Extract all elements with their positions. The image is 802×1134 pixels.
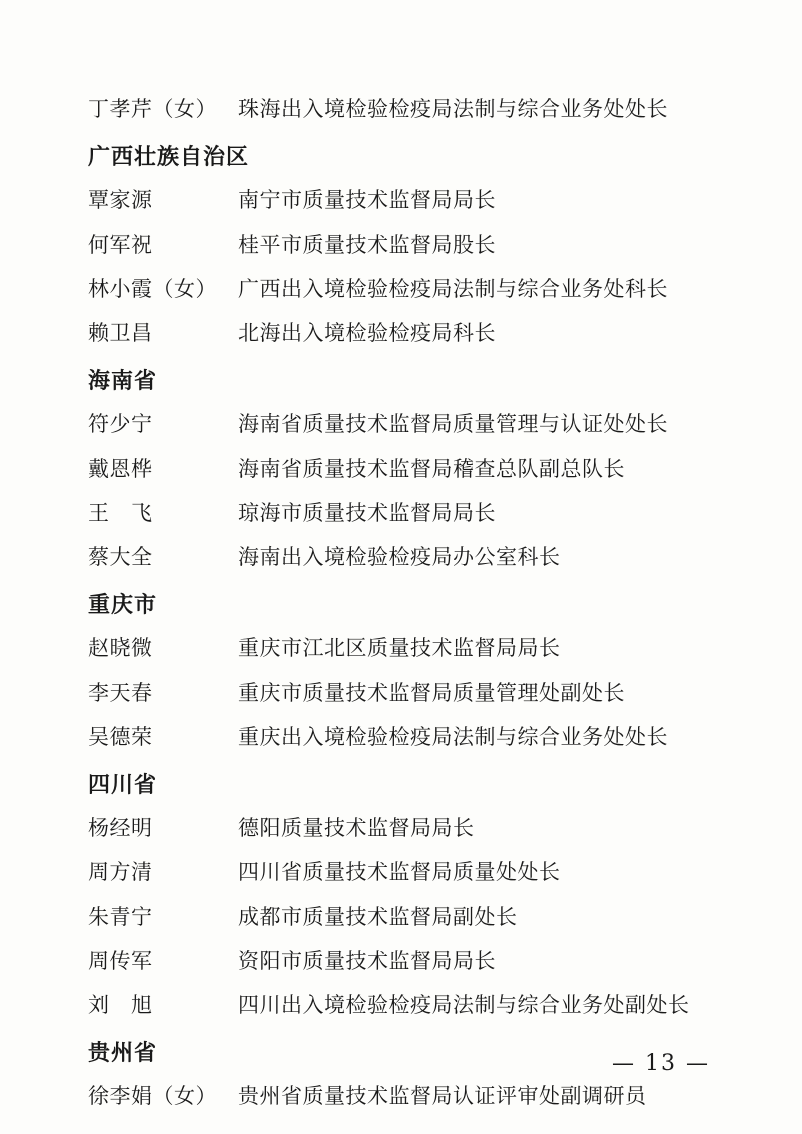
person-name: 朱青宁: [88, 904, 153, 929]
person-title: 桂平市质量技术监督局股长: [238, 232, 496, 257]
person-title: 重庆出入境检验检疫局法制与综合业务处处长: [238, 724, 668, 749]
document-body: [88, 96, 708, 1128]
roster-entry: [88, 724, 708, 750]
person-title: 重庆市质量技术监督局质量管理处副处长: [238, 680, 625, 705]
person-title: 北海出入境检验检疫局科长: [238, 321, 496, 345]
person-name: 刘 旭: [88, 993, 153, 1017]
roster-entry: [88, 1083, 708, 1109]
roster-entry: [88, 320, 708, 346]
roster-entry: [88, 992, 708, 1018]
person-name: 何军祝: [88, 232, 153, 257]
person-name: 符少宁: [88, 412, 153, 437]
person-name: 李天春: [88, 680, 153, 705]
region-heading: 重庆市: [88, 592, 158, 619]
person-name: 丁孝芹（女）: [88, 97, 217, 121]
person-name: 杨经明: [88, 816, 153, 840]
person-name: 赖卫昌: [88, 321, 153, 345]
person-name: 王 飞: [88, 500, 153, 525]
region-heading: 海南省: [88, 368, 158, 395]
region-heading: 贵州省: [88, 1040, 158, 1067]
roster-entry: [88, 500, 708, 526]
person-title: 琼海市质量技术监督局局长: [238, 500, 496, 525]
page-number: — 13 —: [612, 1051, 710, 1076]
region-heading: 四川省: [88, 772, 158, 798]
roster-entry: [88, 187, 708, 213]
person-title: 资阳市质量技术监督局局长: [238, 948, 496, 973]
person-name: 徐李娟（女）: [88, 1084, 217, 1109]
person-name: 吴德荣: [88, 724, 153, 749]
roster-entry: [88, 456, 708, 482]
person-title: 海南省质量技术监督局稽查总队副总队长: [238, 456, 625, 481]
person-title: 海南出入境检验检疫局办公室科长: [238, 545, 561, 569]
roster-entry: [88, 232, 708, 258]
roster-entry: [88, 276, 708, 302]
person-title: 成都市质量技术监督局副处长: [238, 904, 518, 929]
roster-entry: [88, 948, 708, 974]
roster-entry: [88, 680, 708, 706]
roster-entry: [88, 904, 708, 930]
roster-entry: [88, 96, 708, 122]
person-name: 周方清: [88, 860, 153, 885]
person-title: 南宁市质量技术监督局局长: [238, 188, 496, 213]
person-title: 重庆市江北区质量技术监督局局长: [238, 636, 561, 661]
region-heading: 广西壮族自治区: [88, 144, 250, 171]
roster-entry: [88, 411, 708, 437]
person-title: 广西出入境检验检疫局法制与综合业务处科长: [238, 276, 668, 301]
person-title: 珠海出入境检验检疫局法制与综合业务处处长: [238, 97, 668, 121]
person-name: 蔡大全: [88, 545, 153, 569]
person-name: 赵晓微: [88, 636, 153, 661]
roster-entry: [88, 859, 708, 885]
person-title: 四川出入境检验检疫局法制与综合业务处副处长: [238, 993, 690, 1017]
roster-entry: [88, 815, 708, 841]
roster-entry: [88, 544, 708, 570]
person-name: 覃家源: [88, 188, 153, 213]
person-name: 林小霞（女）: [88, 276, 217, 301]
roster-entry: [88, 635, 708, 661]
person-title: 四川省质量技术监督局质量处处长: [238, 860, 561, 885]
person-name: 戴恩桦: [88, 456, 153, 481]
person-name: 周传军: [88, 948, 153, 973]
person-title: 海南省质量技术监督局质量管理与认证处处长: [238, 412, 668, 437]
person-title: 德阳质量技术监督局局长: [238, 816, 475, 840]
person-title: 贵州省质量技术监督局认证评审处副调研员: [238, 1084, 647, 1109]
